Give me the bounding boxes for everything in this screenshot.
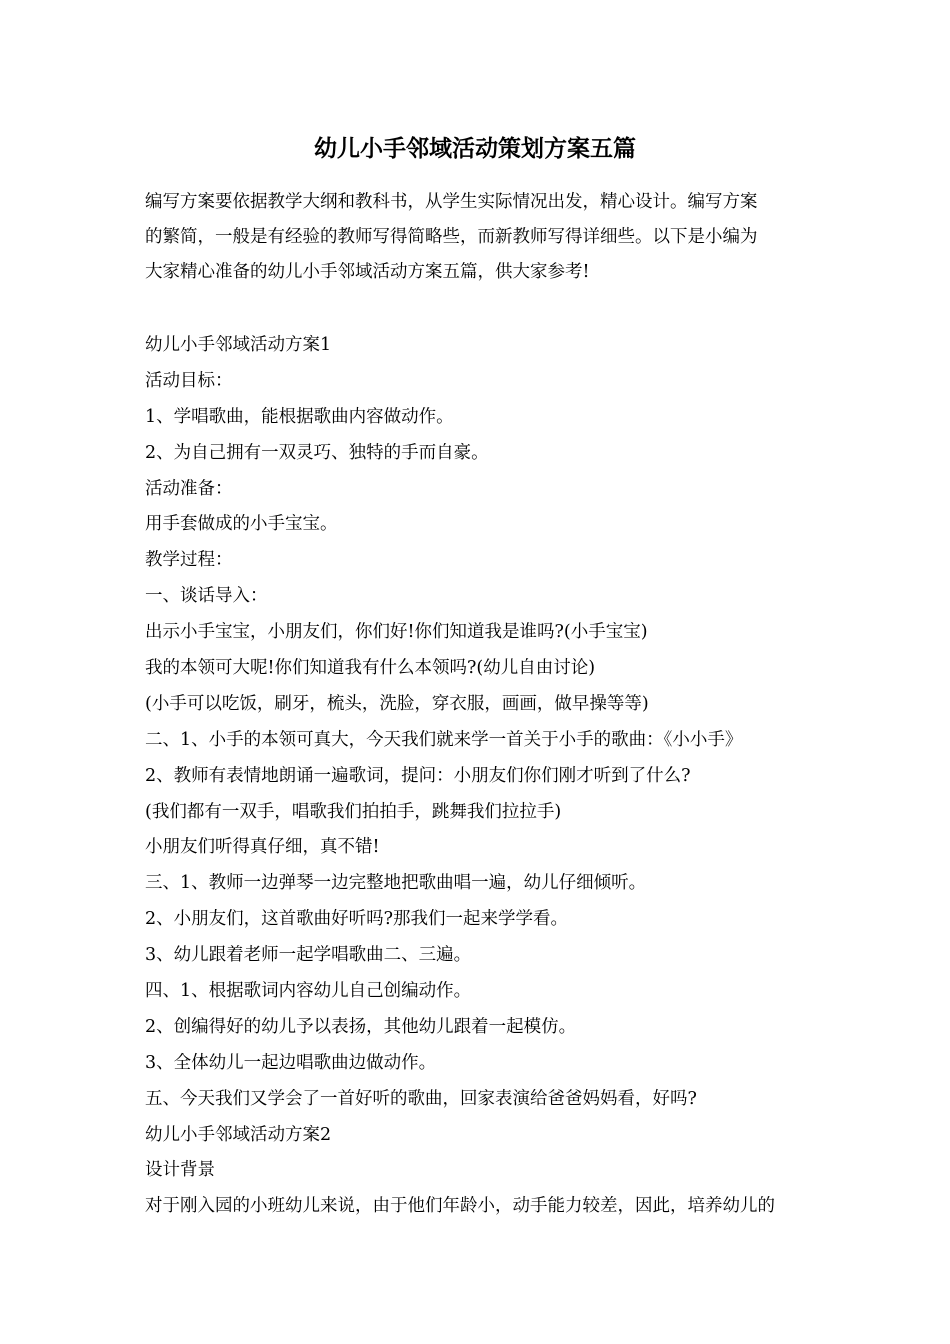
body-line: 3、全体幼儿一起边唱歌曲边做动作。 [145, 1052, 437, 1073]
intro-line: 编写方案要依据教学大纲和教科书，从学生实际情况出发，精心设计。编写方案 [145, 192, 758, 212]
section-heading: 幼儿小手邻域活动方案2 [145, 1124, 332, 1145]
body-line: 四、1、根据歌词内容幼儿自己创编动作。 [145, 981, 472, 1002]
body-line: 3、幼儿跟着老师一起学唱歌曲二、三遍。 [145, 945, 472, 966]
body-line: 1、学唱歌曲，能根据歌曲内容做动作。 [145, 406, 454, 427]
body-line: 我的本领可大呢!你们知道我有什么本领吗?(幼儿自由讨论) [145, 658, 596, 679]
body-line: (我们都有一双手，唱歌我们拍拍手，跳舞我们拉拉手) [145, 801, 562, 822]
body-line: 一、谈话导入： [145, 586, 268, 607]
document-body [145, 328, 815, 1225]
body-line: (小手可以吃饭，刷牙，梳头，洗脸，穿衣服，画画，做早操等等) [145, 693, 649, 714]
body-line: 三、1、教师一边弹琴一边完整地把歌曲唱一遍，幼儿仔细倾听。 [145, 873, 647, 894]
intro-line: 的繁简，一般是有经验的教师写得简略些，而新教师写得详细些。以下是小编为 [145, 227, 758, 247]
subheading: 活动目标： [145, 370, 233, 391]
body-line: 对于刚入园的小班幼儿来说，由于他们年龄小，动手能力较差，因此，培养幼儿的 [145, 1196, 775, 1217]
body-line: 2、小朋友们，这首歌曲好听吗?那我们一起来学学看。 [145, 909, 569, 930]
body-line: 用手套做成的小手宝宝。 [145, 514, 338, 535]
intro-line: 大家精心准备的幼儿小手邻域活动方案五篇，供大家参考! [145, 262, 590, 282]
subheading: 教学过程： [145, 550, 233, 571]
document-title: 幼儿小手邻域活动策划方案五篇 [314, 135, 636, 162]
body-line: 2、创编得好的幼儿予以表扬，其他幼儿跟着一起模仿。 [145, 1016, 577, 1037]
intro-paragraph [145, 185, 815, 290]
body-line: 二、1、小手的本领可真大，今天我们就来学一首关于小手的歌曲：《小小手》 [145, 729, 743, 750]
body-line: 五、今天我们又学会了一首好听的歌曲，回家表演给爸爸妈妈看，好吗? [145, 1088, 697, 1109]
body-line: 2、教师有表情地朗诵一遍歌词，提问：小朋友们你们刚才听到了什么? [145, 765, 691, 786]
body-line: 小朋友们听得真仔细，真不错! [145, 837, 380, 858]
body-line: 出示小手宝宝，小朋友们，你们好!你们知道我是谁吗?(小手宝宝) [145, 622, 648, 643]
section-heading: 幼儿小手邻域活动方案1 [145, 335, 332, 355]
subheading: 设计背景 [145, 1160, 215, 1181]
subheading: 活动准备： [145, 478, 233, 499]
body-line: 2、为自己拥有一双灵巧、独特的手而自豪。 [145, 442, 489, 463]
